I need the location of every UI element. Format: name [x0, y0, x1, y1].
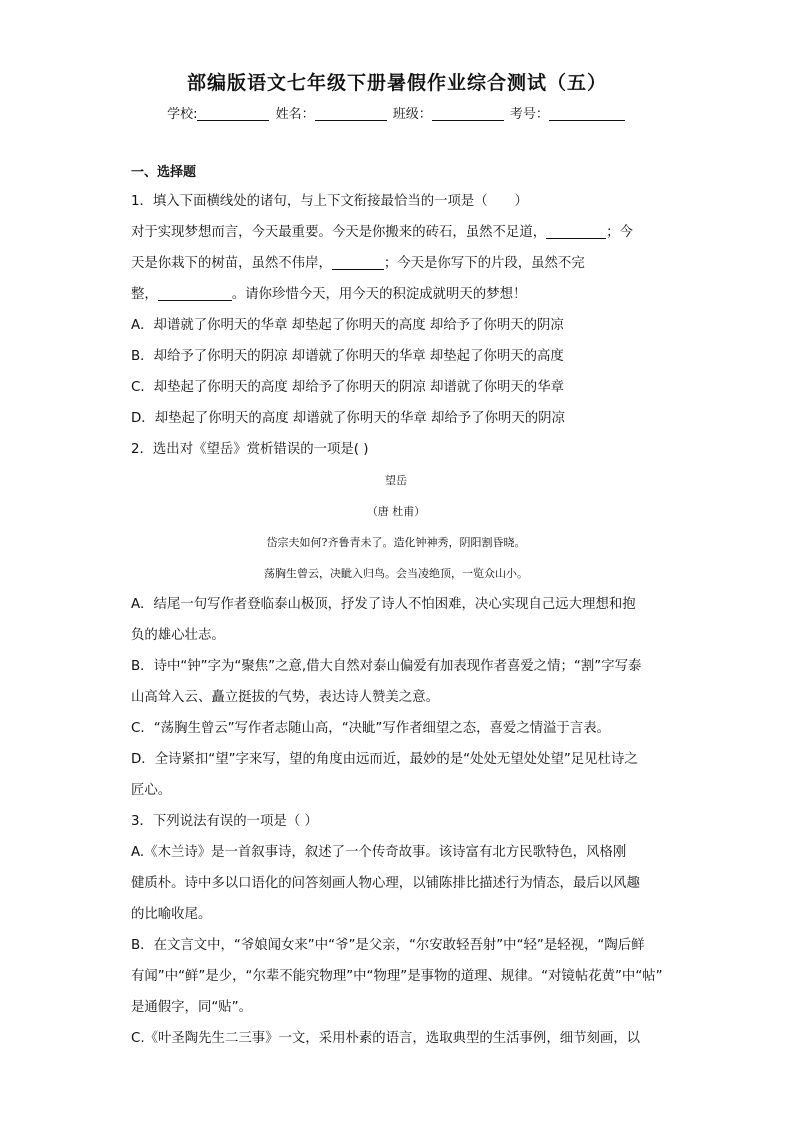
q1-text: ；今天是你写下的片段，虽然不完	[383, 256, 585, 271]
q2-stem: 2．选出对《望岳》赏析错误的一项是( )	[131, 442, 369, 457]
q1-blank-3[interactable]	[158, 286, 232, 301]
q1-text: ；今	[606, 225, 633, 240]
poem-line-2: 荡胸生曾云，决眦入归鸟。会当凌绝顶，一览众山小。	[264, 567, 528, 580]
q1-option-d[interactable]: D．却垫起了你明天的高度 却谱就了你明天的华章 却给予了你明天的阴凉	[131, 411, 565, 426]
student-info-row	[0, 103, 794, 122]
q2-option-d[interactable]: D．全诗紧扣“望”字来写，望的角度由远而近，最妙的是“处处无望处处望”足见杜诗之	[131, 752, 638, 767]
q1-text: 整，	[131, 287, 158, 302]
poem-title: 望岳	[385, 474, 407, 487]
school-blank[interactable]	[197, 106, 269, 121]
q1-text: 。请你珍惜今天，用今天的积淀成就明天的梦想！	[231, 287, 527, 302]
school-label: 学校:	[167, 107, 198, 122]
q1-option-b[interactable]: B．却给予了你明天的阴凉 却谱就了你明天的华章 却垫起了你明天的高度	[131, 349, 564, 364]
q3-option-a-cont: 的比喻收尾。	[131, 907, 212, 922]
q1-text: 对于实现梦想而言，今天最重要。今天是你搬来的砖石，虽然不足道，	[131, 225, 547, 240]
class-label: 班级：	[392, 107, 432, 122]
q1-blank-2[interactable]	[332, 255, 384, 270]
poem-author: （唐 杜甫）	[366, 505, 426, 518]
class-blank[interactable]	[432, 106, 504, 121]
q2-option-a-cont: 负的雄心壮志。	[131, 628, 225, 643]
q3-option-a[interactable]: A.《木兰诗》是一首叙事诗，叙述了一个传奇故事。该诗富有北方民歌特色，风格刚	[131, 845, 627, 860]
q2-option-a[interactable]: A．结尾一句写作者登临泰山极顶，抒发了诗人不怕困难，决心实现自己远大理想和抱	[131, 597, 636, 612]
q3-stem: 3．下列说法有误的一项是（ ）	[131, 814, 318, 829]
id-blank[interactable]	[549, 106, 625, 121]
q2-option-b-cont: 山高耸入云、矗立挺拔的气势，表达诗人赞美之意。	[131, 690, 439, 705]
q1-passage-line-2	[131, 248, 661, 279]
q3-option-b-cont: 是通假字，同“贴”。	[131, 1000, 252, 1015]
q2-option-c[interactable]: C．“荡胸生曾云”写作者志随山高，“决眦”写作者细望之态，喜爱之情溢于言表。	[131, 721, 610, 736]
q2-option-d-cont: 匠心。	[131, 783, 172, 798]
q1-blank-1[interactable]	[546, 224, 606, 239]
q2-option-b[interactable]: B．诗中“钟”字为“聚焦”之意,借大自然对泰山偏爱有加表现作者喜爱之情；“割”字写泰	[131, 659, 642, 674]
q1-stem: 1．填入下面横线处的诸句，与上下文衔接最恰当的一项是（ ）	[131, 194, 528, 209]
q1-text: 天是你栽下的树苗，虽然不伟岸，	[131, 256, 332, 271]
poem-line-1: 岱宗夫如何?齐鲁青未了。造化钟神秀，阴阳割昏晓。	[266, 536, 526, 549]
section-heading: 一、选择题	[131, 165, 197, 180]
q1-passage-line-3	[131, 279, 661, 310]
q1-option-a[interactable]: A．却谱就了你明天的华章 却垫起了你明天的高度 却给予了你明天的阴凉	[131, 318, 564, 333]
q3-option-b[interactable]: B．在文言文中，“爷娘闻女来”中“爷”是父亲，“尔安敢轻吾射”中“轻”是轻视，“陶后鲜	[131, 938, 645, 953]
q1-passage-line-1	[131, 217, 661, 248]
q3-option-c[interactable]: C.《叶圣陶先生二三事》一文，采用朴素的语言，选取典型的生活事例，细节刻画，以	[131, 1031, 641, 1046]
question-content	[131, 160, 661, 1054]
name-label: 姓名：	[275, 107, 315, 122]
q3-option-a-cont: 健质朴。诗中多以口语化的问答刻画人物心理，以铺陈排比描述行为情态，最后以风趣	[131, 876, 640, 891]
name-blank[interactable]	[315, 106, 387, 121]
page-title: 部编版语文七年级下册暑假作业综合测试（五）	[186, 72, 607, 94]
q1-option-c[interactable]: C．却垫起了你明天的高度 却给予了你明天的阴凉 却谱就了你明天的华章	[131, 380, 564, 395]
q3-option-b-cont: 有闻”中“鲜”是少，“尔辈不能究物理”中“物理”是事物的道理、规律。“对镜帖花黄”中“帖”	[131, 969, 663, 984]
id-label: 考号：	[509, 107, 549, 122]
